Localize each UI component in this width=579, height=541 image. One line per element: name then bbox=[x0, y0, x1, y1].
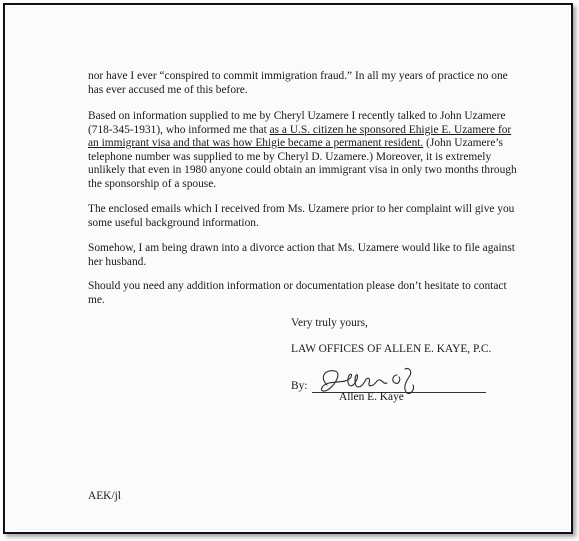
closing-salutation: Very truly yours, bbox=[291, 317, 368, 329]
signer-name: Allen E. Kaye bbox=[339, 391, 404, 403]
paragraph-text-start: Based on information supplied to me by Cheryl Uzamere I recently talked to John Uzamere (718-345-1931), who informed me that bbox=[88, 110, 506, 136]
paragraph-text-end: (John Uzamere’s telephone number was supplied to me by Cheryl D. Uzamere.) Moreover, it is extremely unlikely that even in 1980 anyone could obtain an immigrant visa in only two months through the sponsorship of a spouse. bbox=[88, 137, 517, 190]
reference-initials: AEK/jl bbox=[88, 490, 121, 502]
paragraph-enclosed-emails: The enclosed emails which I received from Ms. Uzamere prior to her complaint will give you some useful background information. bbox=[88, 203, 515, 229]
paragraph-contact: Should you need any addition information or documentation please don’t hesitate to contact me. bbox=[88, 280, 507, 306]
paragraph-divorce-action: Somehow, I am being drawn into a divorce action that Ms. Uzamere would like to file against her husband. bbox=[88, 242, 515, 268]
paragraph-accusation: nor have I ever “conspired to commit immigration fraud.” In all my years of practice no one has ever accused me of this before. bbox=[88, 70, 508, 96]
letter-page bbox=[6, 6, 570, 531]
paragraph-john-uzamere bbox=[88, 110, 518, 192]
firm-name: LAW OFFICES OF ALLEN E. KAYE, P.C. bbox=[291, 343, 492, 355]
document-frame bbox=[3, 3, 573, 534]
underlined-statement: as a U.S. citizen he sponsored Ehigie E. Uzamere for an immigrant visa and that was how Ehigie became a permanent resident. bbox=[88, 123, 512, 150]
signature-block bbox=[291, 365, 491, 405]
by-label: By: bbox=[291, 380, 308, 392]
